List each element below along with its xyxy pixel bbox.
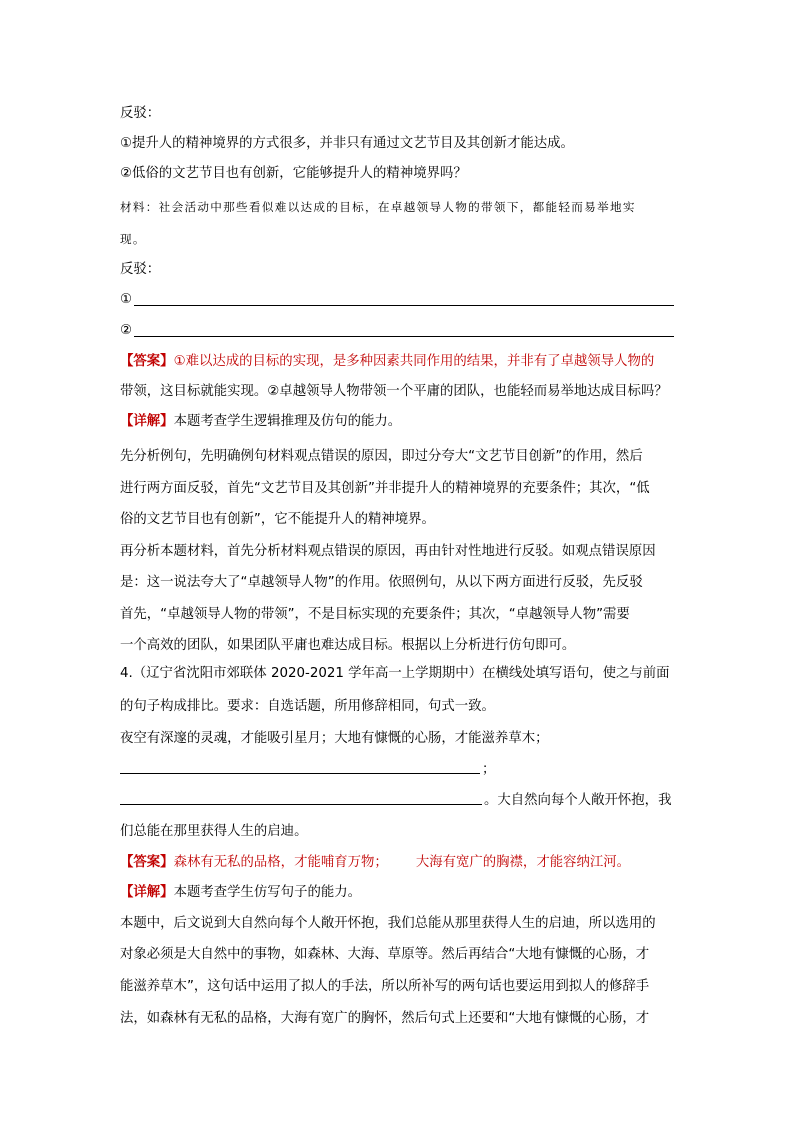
rebuttal-point-1: ①提升人的精神境界的方式很多，并非只有通过文艺节目及其创新才能达成。	[120, 136, 574, 151]
answer-part-1: 森林有无私的品格，才能哺育万物；	[173, 855, 388, 870]
detail-line	[120, 412, 680, 432]
blank-line	[134, 336, 674, 337]
analysis-3-line-1: 本题中，后文说到大自然向每个人敞开怀抱，我们总能从那里获得人生的启迪，所以选用的	[120, 916, 656, 931]
rebuttal-label-2: 反驳：	[120, 262, 161, 277]
question-4-line-5: 们总能在那里获得人生的启迪。	[120, 824, 308, 839]
answer-tag: 【答案】	[120, 354, 174, 369]
fill-blank-1[interactable]	[120, 773, 480, 774]
analysis-3-line-3: 能滋养草木”，这句话中运用了拟人的手法，所以所补写的两句话也要运用到拟人的修辞手	[120, 979, 650, 994]
analysis-2-line-3: 首先，“卓越领导人物的带领”，不是目标实现的充要条件；其次，“卓越领导人物”需要	[120, 607, 630, 622]
analysis-3-line-4: 法，如森林有无私的品格，大海有宽广的胸怀，然后句式上还要和“大地有慷慨的心肠，才	[120, 1011, 650, 1026]
detail-text: 本题考查学生逻辑推理及仿句的能力。	[173, 414, 402, 429]
detail-2-line	[120, 883, 680, 903]
analysis-2-line-1: 再分析本题材料，首先分析材料观点错误的原因，再由针对性地进行反驳。如观点错误原因	[120, 544, 656, 559]
answer-2-line	[120, 853, 680, 873]
analysis-2-line-2: 是：这一说法夸大了“卓越领导人物”的作用。依照例句，从以下两方面进行反驳，先反驳	[120, 575, 643, 590]
rebuttal-point-2: ②低俗的文艺节目也有创新，它能够提升人的精神境界吗？	[120, 166, 467, 181]
material-line-2: 现。	[120, 232, 146, 246]
blank-number: ①	[120, 292, 133, 307]
analysis-3-line-2: 对象必须是大自然中的事物，如森林、大海、草原等。然后再结合“大地有慷慨的心肠，才	[120, 947, 650, 962]
material-line-1: 材料：社会活动中那些看似难以达成的目标，在卓越领导人物的带领下，都能轻而易举地实	[120, 200, 636, 214]
analysis-1-line-3: 俗的文艺节目也有创新”，它不能提升人的精神境界。	[120, 512, 435, 527]
answer-blank-2[interactable]	[120, 321, 680, 341]
blank-line	[134, 305, 674, 306]
detail-tag: 【详解】	[120, 885, 174, 900]
rebuttal-label: 反驳：	[120, 106, 161, 121]
question-4-line-2: 的句子构成排比。要求：自选话题，所用修辞相同，句式一致。	[120, 699, 495, 714]
question-4-line-1: 4.（辽宁省沈阳市郊联体 2020-2021 学年高一上学期期中）在横线处填写语句，使之与前面	[120, 666, 670, 681]
detail-tag: 【详解】	[120, 414, 174, 429]
detail-text: 本题考查学生仿写句子的能力。	[173, 885, 362, 900]
answer-blank-1[interactable]	[120, 290, 680, 310]
fill-blank-2[interactable]	[120, 804, 482, 805]
analysis-1-line-1: 先分析例句，先明确例句材料观点错误的原因，即过分夸大“文艺节目创新”的作用，然后	[120, 449, 643, 464]
answer-line-2: 带领，这目标就能实现。②卓越领导人物带领一个平庸的团队，也能轻而易举地达成目标吗？	[120, 384, 668, 399]
question-4-line-3: 夜空有深邃的灵魂，才能吸引星月；大地有慷慨的心肠，才能滋养草木；	[120, 731, 549, 746]
answer-tag: 【答案】	[120, 855, 174, 870]
answer-line-1	[120, 352, 680, 372]
question-4-tail: 。大自然向每个人敞开怀抱，我	[484, 793, 672, 808]
analysis-2-line-4: 一个高效的团队，如果团队平庸也难达成目标。根据以上分析进行仿句即可。	[120, 638, 576, 653]
semicolon: ；	[482, 762, 496, 777]
analysis-1-line-2: 进行两方面反驳，首先“文艺节目及其创新”并非提升人的精神境界的充要条件；其次，“低	[120, 481, 650, 496]
answer-text: ①难以达成的目标的实现，是多种因素共同作用的结果，并非有了卓越领导人物的	[173, 354, 655, 369]
answer-part-2: 大海有宽广的胸襟，才能容纳江河。	[415, 855, 631, 870]
blank-number: ②	[120, 323, 133, 338]
